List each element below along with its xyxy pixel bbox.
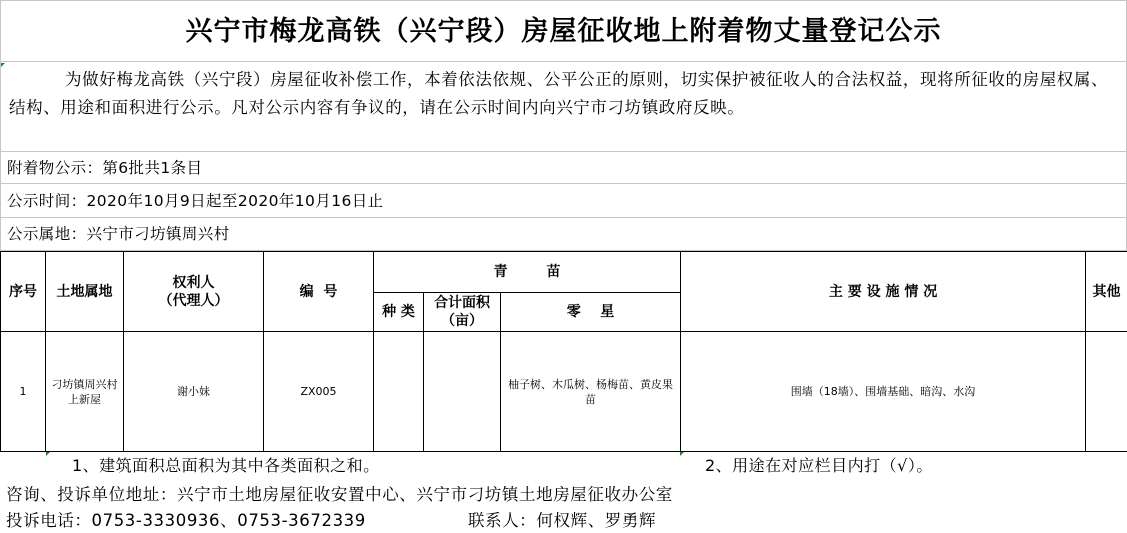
- page-title: 兴宁市梅龙高铁（兴宁段）房屋征收地上附着物丈量登记公示: [0, 0, 1127, 62]
- row-land: 刁坊镇周兴村上新屋: [46, 332, 124, 452]
- header-owner: [124, 252, 264, 332]
- footer-address: 咨询、投诉单位地址：兴宁市土地房屋征收安置中心、兴宁市刁坊镇土地房屋征收办公室: [6, 485, 673, 504]
- header-land: 土地属地: [46, 252, 124, 332]
- header-owner-line2: （代理人）: [158, 292, 229, 309]
- header-index: 序号: [1, 252, 46, 332]
- header-kind: 种 类: [374, 293, 424, 332]
- cell-comment-marker: [680, 452, 684, 456]
- row-owner: 谢小妹: [124, 332, 264, 452]
- table-row: [1, 332, 1127, 452]
- batch-line: 附着物公示：第6批共1条目: [0, 152, 1127, 184]
- header-crops: 青 苗: [374, 252, 681, 293]
- row-area: [424, 332, 501, 452]
- table-header-row: [1, 252, 1127, 293]
- header-owner-line1: 权利人: [172, 274, 215, 291]
- note-1: 1、建筑面积总面积为其中各类面积之和。: [72, 456, 380, 475]
- row-facilities: 围墙（18墙）、围墙基础、暗沟、水沟: [681, 332, 1086, 452]
- row-code: ZX005: [264, 332, 374, 452]
- header-scattered: 零 星: [501, 293, 681, 332]
- cell-comment-marker: [46, 452, 50, 456]
- header-area-line2: （亩）: [441, 313, 483, 329]
- intro-paragraph: 为做好梅龙高铁（兴宁段）房屋征收补偿工作，本着依法依规、公平公正的原则，切实保护被征收人的合法权益，现将所征收的房屋权属、结构、用途和面积进行公示。凡对公示内容有争议的，请在公示时间内向兴宁市刁坊镇政府反映。: [0, 62, 1127, 152]
- note-2: 2、用途在对应栏目内打（√）。: [705, 456, 933, 475]
- header-other: 其他: [1086, 252, 1127, 332]
- header-facilities: 主 要 设 施 情 况: [681, 252, 1086, 332]
- footer-phone: 投诉电话：0753-3330936、0753-3672339: [6, 511, 366, 530]
- row-index: 1: [1, 332, 46, 452]
- row-scattered: 柚子树、木瓜树、杨梅苗、黄皮果苗: [501, 332, 681, 452]
- register-table: [0, 251, 1127, 452]
- row-kind: [374, 332, 424, 452]
- footer-contact: 联系人：何权辉、罗勇辉: [468, 511, 657, 530]
- place-line: 公示属地：兴宁市刁坊镇周兴村: [0, 218, 1127, 251]
- header-code: 编 号: [264, 252, 374, 332]
- header-area-line1: 合计面积: [434, 295, 490, 311]
- header-area: [424, 293, 501, 332]
- time-line: 公示时间：2020年10月9日起至2020年10月16日止: [0, 184, 1127, 218]
- row-other: [1086, 332, 1127, 452]
